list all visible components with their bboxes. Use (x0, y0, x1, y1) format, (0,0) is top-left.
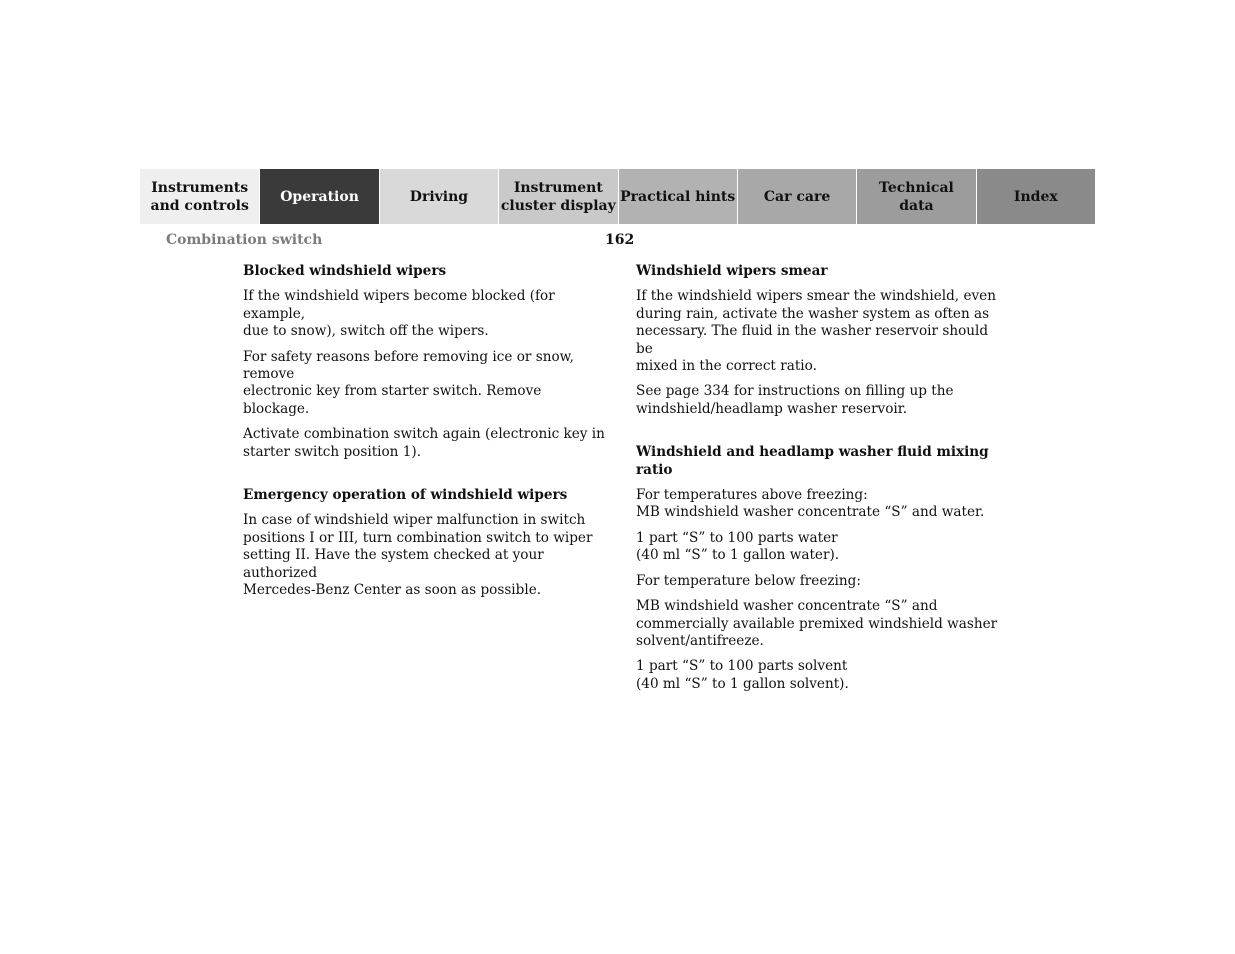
section-gap (636, 426, 1001, 444)
wipers-smear-paragraph-1: If the windshield wipers smear the windshield, even during rain, activate the washer system as often as necessary. The fluid in the washer reservoir should be mixed in the correct ratio. (636, 288, 996, 375)
section-gap (243, 469, 605, 487)
chapter-tab-bar (140, 169, 1095, 224)
mixing-ratio-paragraph-1: For temperatures above freezing: MB windshield washer concentrate “S” and water. (636, 487, 985, 521)
blocked-wipers-paragraph-3: Activate combination switch again (electronic key in starter switch position 1). (243, 426, 605, 460)
mixing-ratio-paragraph-4: MB windshield washer concentrate “S” and commercially available premixed windshield washer solvent/antifreeze. (636, 598, 998, 649)
mixing-ratio-paragraph-5: 1 part “S” to 100 parts solvent (40 ml “S” to 1 gallon solvent). (636, 658, 849, 692)
mixing-ratio-paragraph-2: 1 part “S” to 100 parts water (40 ml “S” to 1 gallon water). (636, 529, 840, 564)
tab-instrument-cluster-display[interactable]: Instrument cluster display (498, 169, 617, 224)
section-title: Combination switch (166, 232, 323, 248)
emergency-operation-paragraph: In case of windshield wiper malfunction in switch positions I or III, turn combination switch to wiper setting II. Have the system checked at your authorized Mercedes-Benz Center as soon as possible. (243, 512, 593, 599)
mixing-ratio-paragraph-3: For temperature below freezing: (636, 572, 861, 589)
tab-practical-hints[interactable]: Practical hints (618, 169, 737, 224)
tab-instruments-and-controls[interactable]: Instruments and controls (140, 169, 259, 224)
tab-car-care[interactable]: Car care (737, 169, 856, 224)
wipers-smear-heading: Windshield wipers smear (636, 263, 828, 279)
blocked-wipers-paragraph-2: For safety reasons before removing ice or snow, remove electronic key from starter switch. Remove blockage. (243, 348, 575, 417)
emergency-operation-heading: Emergency operation of windshield wipers (243, 487, 568, 504)
right-column (636, 263, 1001, 701)
tab-index[interactable]: Index (976, 169, 1095, 224)
tab-driving[interactable]: Driving (379, 169, 498, 224)
wipers-smear-paragraph-2: See page 334 for instructions on filling up the windshield/headlamp washer reservoir. (636, 383, 954, 417)
left-column (243, 263, 605, 608)
mixing-ratio-heading: Windshield and headlamp washer fluid mixing ratio (636, 444, 989, 478)
tab-operation[interactable]: Operation (259, 169, 378, 224)
tab-technical-data[interactable]: Technical data (856, 169, 975, 224)
page-number: 162 (605, 232, 635, 248)
blocked-wipers-heading: Blocked windshield wipers (243, 263, 447, 279)
blocked-wipers-paragraph-1: If the windshield wipers become blocked (for example, due to snow), switch off the wipers. (243, 288, 555, 340)
